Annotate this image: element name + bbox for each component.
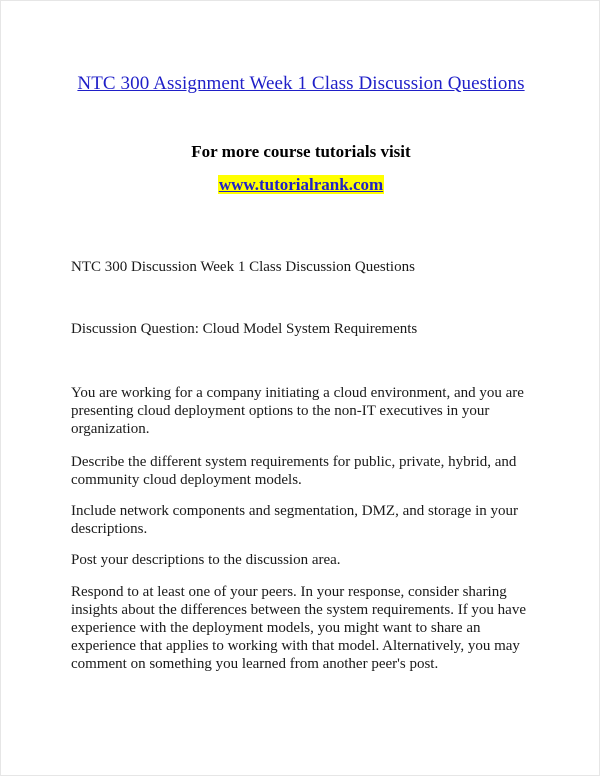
- paragraph-post: Post your descriptions to the discussion area.: [71, 552, 341, 568]
- question-heading: Discussion Question: Cloud Model System Requirements: [71, 321, 418, 337]
- promo-url-link[interactable]: www.tutorialrank.com: [218, 175, 384, 194]
- document-title-link[interactable]: NTC 300 Assignment Week 1 Class Discussion Questions: [77, 73, 525, 94]
- paragraph-intro: You are working for a company initiating a cloud environment, and you are presenting cloud deployment options to the non-IT executives in your organization.: [71, 385, 524, 437]
- promo-text: For more course tutorials visit: [191, 142, 411, 161]
- paragraph-include: Include network components and segmentation, DMZ, and storage in your descriptions.: [71, 503, 518, 537]
- paragraph-respond: Respond to at least one of your peers. In your response, consider sharing insights about the differences between the system requirements. If you have experience with the deployment models, you might want to share an experience that applies to working with that model. Alternatively, you may comment on something you learned from another peer's post.: [71, 584, 527, 672]
- promo-url-container: [1, 175, 600, 195]
- discussion-subtitle: NTC 300 Discussion Week 1 Class Discussion Questions: [71, 259, 415, 275]
- paragraph-describe: Describe the different system requirements for public, private, hybrid, and community cloud deployment models.: [71, 454, 517, 488]
